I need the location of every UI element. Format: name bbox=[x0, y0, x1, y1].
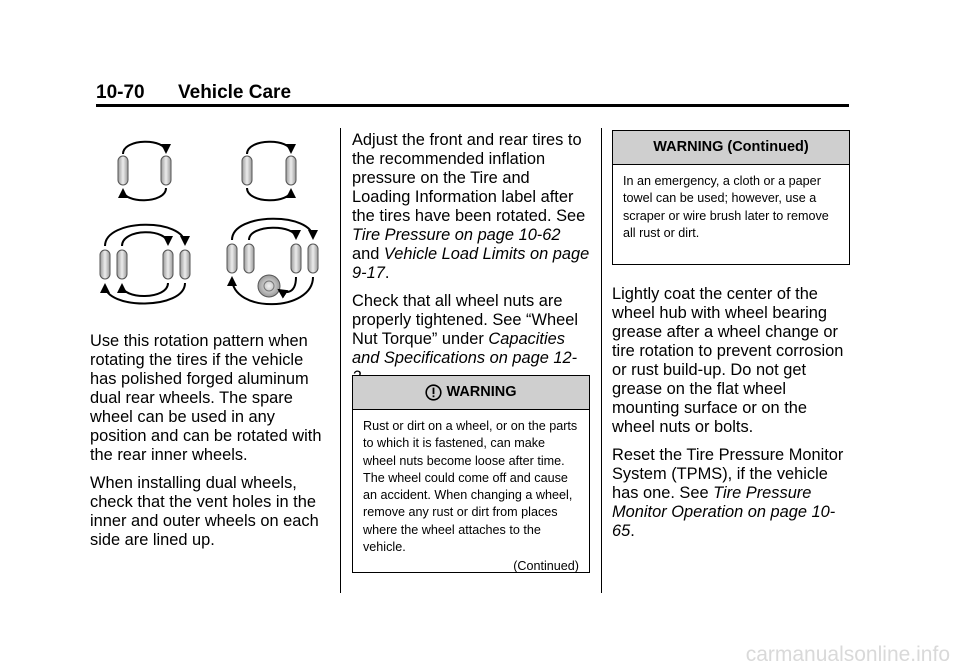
cross-reference-link: Tire Pressure Monitor Operation on page 10-65 bbox=[612, 484, 836, 540]
tire-rotation-diagram bbox=[96, 132, 328, 317]
section-title: Vehicle Care bbox=[178, 82, 292, 103]
watermark: carmanualsonline.info bbox=[745, 643, 950, 666]
tire bbox=[308, 244, 318, 273]
cross-reference-link: Vehicle Load Limits on page 9-17 bbox=[352, 245, 590, 282]
paragraph: Use this rotation pattern when rotating the tires if the vehicle has polished forged aluminum dual rear wheels. The spare wheel can be used in any position and can be rotated with the rear inner wheels. bbox=[90, 332, 322, 464]
warning-header bbox=[353, 376, 589, 410]
tire bbox=[244, 244, 254, 273]
paragraph: When installing dual wheels, check that the vent holes in the inner and outer wheels on each side are lined up. bbox=[90, 474, 319, 549]
column-divider-1 bbox=[340, 128, 341, 593]
column-1 bbox=[90, 332, 330, 559]
column-divider-2 bbox=[601, 128, 602, 593]
rotation-arrow bbox=[247, 142, 291, 154]
paragraph: Reset the Tire Pressure Monitor System (TPMS), if the vehicle has one. See Tire Pressure Monitor Operation on page 10-65. bbox=[612, 446, 844, 540]
rotation-arrow bbox=[105, 225, 185, 246]
warning-continued-header: WARNING (Continued) bbox=[613, 131, 849, 165]
tire bbox=[180, 250, 190, 279]
tire bbox=[163, 250, 173, 279]
warning-continued-box bbox=[612, 130, 850, 265]
rotation-arrow bbox=[123, 142, 166, 154]
tire bbox=[242, 156, 252, 185]
tire bbox=[291, 244, 301, 273]
rotation-arrow bbox=[247, 188, 291, 200]
cross-reference-link: Capacities and Specifications on page 12- bbox=[352, 330, 578, 367]
rotation-arrow bbox=[249, 228, 296, 240]
tire bbox=[100, 250, 110, 279]
paragraph: Adjust the front and rear tires to the recommended inflation pressure on the Tire and Loading Information label after the tires have been rotated. See Tire Pressure on page 10-62 and Vehicle Load Limits on page 9-17. bbox=[352, 131, 590, 282]
rotation-arrow bbox=[122, 232, 168, 246]
warning-continued-label: (Continued) bbox=[513, 559, 579, 574]
cross-reference-link: Tire Pressure on page 10-62 bbox=[352, 226, 561, 244]
column-3 bbox=[612, 285, 852, 550]
rotation-arrow bbox=[105, 283, 185, 304]
page-header bbox=[96, 82, 291, 104]
rotation-arrow bbox=[232, 219, 313, 240]
tire bbox=[118, 156, 128, 185]
paragraph: Lightly coat the center of the wheel hub with wheel bearing grease after a wheel change or tire rotation to prevent corrosion or rust build-up. Do not get grease on the flat wheel mounting surface or on the wheel nuts or bolts. bbox=[612, 285, 844, 436]
rotation-arrow bbox=[279, 277, 296, 292]
warning-continued-body: In an emergency, a cloth or a paper towel can be used; however, use a scraper or wire brush later to remove all rust or dirt. bbox=[623, 174, 829, 240]
tire bbox=[227, 244, 237, 273]
warning-title: WARNING bbox=[446, 384, 517, 400]
tire bbox=[117, 250, 127, 279]
header-rule bbox=[96, 104, 849, 107]
spare-wheel bbox=[258, 275, 280, 297]
rotation-arrow bbox=[123, 188, 166, 200]
warning-box bbox=[352, 375, 590, 573]
warning-icon bbox=[425, 384, 442, 401]
warning-body: Rust or dirt on a wheel, or on the parts to which it is fastened, can make wheel nuts become loose after time. The wheel could come off and cause an accident. When changing a wheel, remove any rust or dirt from places where the wheel attaches to the vehicle. (Continued) bbox=[353, 410, 589, 582]
paragraph: Check that all wheel nuts are properly tightened. See “Wheel Nut Torque” under Capacities and Specifications on page 12- bbox=[352, 292, 590, 387]
rotation-arrow bbox=[122, 283, 168, 296]
tire bbox=[161, 156, 171, 185]
tire bbox=[286, 156, 296, 185]
page-number: 10-70 bbox=[96, 82, 145, 103]
column-2 bbox=[352, 131, 590, 396]
